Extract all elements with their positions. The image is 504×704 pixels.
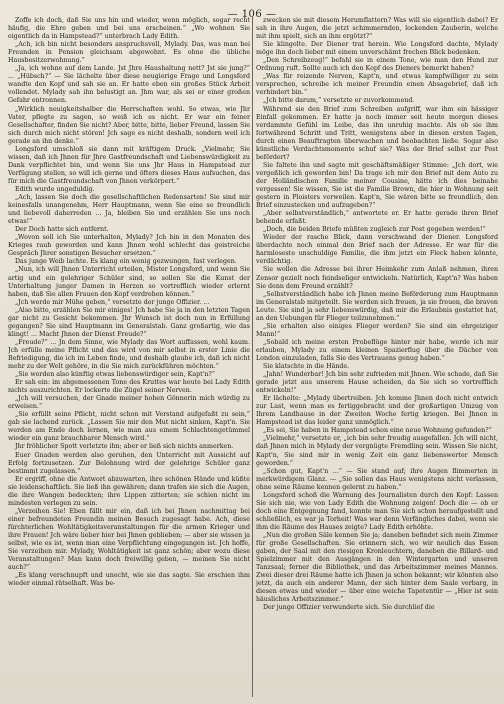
paragraph: „Es klang verschnupft und unecht, wie sie das sagte. Sie erschien ihm wieder einmal rätselhaft. Was be-	[8, 572, 250, 588]
paragraph: Longsford umschloß sie dann mit kräftigem Druck. „Vielmehr, Sie wissen, daß ich Jhnen für Jhre Gastfreundschaft und Liebenswürdigkeit zu Dank verpflichtet bin, und wenn Sie uns Jhr Haus in Hampstead zur Verfügung stellen, so will ich gerne und öfters dieses Haus aufsuchen, das für mich die Gastfreundschaft von Jhnen verkörpert.“	[8, 145, 250, 185]
paragraph: Der junge Offizier verwunderte sich. Sie durchlief die	[263, 604, 435, 612]
paragraph: Wieder der rasche Blick, dann verschwand der Diener. Longsford überdachte noch einmal den Brief nach der Adresse. Er war für die harmloseste unschuldige Familie, die ihm jetzt ein Fleck haben könnte, verdächtig.	[256, 234, 498, 266]
paragraph: Er sah ein: im abgemessenen Tone des Kruttes war heute bei Lady Edith nichts auszurichten. Er lockerte die Zügel seiner Nerven.	[8, 379, 250, 395]
paragraph: Zoffe ich doch, daß Sie uns hin und wieder, wenn möglich, sogar recht häufig, die Ehre geben und bei uns erscheinen.“ „Wo wohnen Sie eigentlich da in Hampstead?“ unterbrach Lady Edith.	[8, 17, 250, 41]
paragraph: „Doch, die beiden Briefe müßten zugleich zur Post gegeben werden!“	[263, 226, 486, 234]
paragraph: „Wovon soll ich Sie unterhalten, Mylady? Jch bin in den Monaten des Krieges rauh geworden und kann Jhnen wohl schlecht das geistreiche Gespräch Jhrer sonstigen Besucher ersetzen.“	[8, 234, 250, 258]
paragraph: „Wirklich neuigkeitshalber die Herrschaften wohl. So etwas, wie Jhr Vater, pflegte zu sagen, so weiß ich es nicht. Er war ein feiner Gesellschafter, finden Sie nicht? Aber, bitte, bitte, lieber Freund, lassen Sie sich durch mich nicht stören! Jch sage es nicht deshalb, sondern weil ich gerade an ihn denke.“	[8, 105, 250, 145]
paragraph: „Also bitte, erzählen Sie mir einiges! Jch habe Sie ja in den letzten Tagen gar nicht zu Gesicht bekommen. Jhr Wunsch ist doch nun in Erfüllung gegangen? Sie sind Hauptmann im Generalstab. Ganz großartig, wie das klingt! ... Macht Jhnen der Dienst Freude?“	[8, 306, 250, 338]
column-divider	[252, 17, 253, 697]
paragraph: Er lächelte: „Mylady übertreiben. Jch komme Jhnen doch nicht entwich zur Last, wenn man es fertiggebracht und der großartigen Umzug von Ihrem Landhause in der Zweiten Woche fertig kriegen. Bei Jhnen in Hampstead ist das leider ganz unmöglich.“	[256, 395, 498, 427]
page-number: — 106 —	[227, 9, 277, 20]
paragraph: „Verzeihen Sie! Eben fällt mir ein, daß ich bei Jhnen nachmittag bei einer befreundeten Freundin meinen Besuch zugesagt habe. Ach, diese fürchterlichen Wohltätigkeitsveranstaltungen für die armen Krieger und ihre Frauen! Jch wäre lieber hier bei Jhnen geblieben; — aber sie wissen ja selbst, wie es ist, wenn man eine Verpflichtung eingegangen ist. Jch hoffe, Sie verzeihen mir. Mylady, Wohltätigkeit ist ganz schön; aber wozu diese Veranstaltungen? Man kann doch freiwillig geben, — meinen Sie nicht auch?“	[8, 507, 250, 572]
paragraph: „Ach, ich bin nicht besonders anspruchsvoll, Mylady. Das, was man bei Freunden in Pension gleichsam abgewohnt. Es ohne die übliche Hausbesitzerwohnung.“	[8, 41, 250, 65]
paragraph: „Freude?“ ... Jn dem Sinne, wie Mylady das Wort auffassen, wohl kaum. Jch erfülle meine Pflicht und das wird von mir selbst in erster Linie die Befriedigung, die ich im Leben finde, und deshalb glaube ich, daß ich nicht mehr zu der Welt gehöre, in die Sie mich zurückführen möchten.“	[8, 338, 250, 371]
paragraph: „Nun die großen Säle kennen Sie ja; daneben befindet sich mein Zimmer für große Gesellschaften. Sie erinnern sich, wo wir neulich das Essen gaben, der Saal mit den riesigen Kronleuchtern, daneben die Billard- und Spielzimmer mit den Ausgängen in den Wintergarten und unseren Tanzsaal; ferner die Bibliothek, und das Arbeitszimmer meines Mannes. Zwei dieser drei Räume hatte ich Jhnen ja schon bekannt; wir könnten also jetzt, da auch ein anderer Mann, der sich hinter dem Saale verbarg, in diesen etwas und wieder — über eine weiche Tapetentür — „Hier ist sein häusliches Arbeitszimmer.“	[256, 532, 498, 604]
paragraph: „Vielmehr,“ versetzte er, „ich bin sehr freudig ausgefallen. Jch will nicht, daß Jhnen mich in Mylady der vergnügte Fremdling sein. Wissen Sie nicht, Kapt'n, Sie sind mir in wenig Zeit ein ganz liebenswerter Mensch geworden.“	[256, 435, 498, 467]
page-header	[0, 2, 504, 20]
paragraph: „Sobald ich meine ersten Probeflüge hinter mir habe, werde ich mir erlauben, Mylady zu einem kleinen Spazierflug über die Dächer von London einzuladen, falls Sie des Vertrauens genug haben.“	[256, 338, 498, 362]
paragraph: Sie klatschte in die Hände.	[263, 363, 350, 371]
paragraph: „Schon gut, Kapt'n ...“ — Sie stand auf; ihre Augen flimmerten in merkwürdigem Glanz. — „Sie sollen das Haus wenigstens nicht verlassen, ohne seine Räume kennen gelernt zu haben.“	[256, 467, 498, 491]
right-column	[256, 17, 498, 701]
paragraph: „Den Schreibzeug!“ befahl sie in einem Tone, wie man den Hund zur Ordnung ruft. Sollte auch ich den Kopf des Dieners bemerkt haben?	[256, 57, 498, 73]
paragraph: zwecken sie mit diesem Herumflattern? Was will sie eigentlich dabei? Er sah in ihre Augen, die jetzt schimmernden, lockenden Zauberin, welche mit ihm spielt, sich an ihm ergötzt?“	[256, 17, 498, 41]
paragraph: Longsford schoß die Warnung des Journalisten durch den Kopf: Lassen Sie sich nie, wie von Lady Edith die Wohnung zeigen! Doch die — ob er doch eine Entgegnung fand, konnte man Sie sich schon heraufgestellt und schließlich, es war ja Torheit! Was war denn Verfängliches dabei, wenn sie ihm die Räume des Hauses zeigte? Lady Edith erhöhte.	[256, 491, 498, 531]
paragraph: „Sie erhalten also einiges Flieger werden? Sie sind ein ehrgeiziger Mann!“	[256, 322, 498, 338]
paragraph: „Jch will versuchen, der Gnade meiner hohen Gönnerin mich würdig zu erweisen.“	[8, 395, 250, 411]
paragraph: „Es sei, Sie haben in Hampstead schon eine neue Wohnung gefunden?“	[263, 427, 492, 435]
paragraph: „Was für reizende Nerven, Kapt'n, und etwas kampfwilliger zu sein versprechen, schreibe ich meiner Freundin einen Absagebrief, daß ich verhindert bin.“	[256, 73, 498, 97]
paragraph: Sie klingelte. Der Diener trat herein. Wie Longsford dachte, Mylady möge ihn doch lieber mit einem unverschämt frechen Blick bedenken.	[256, 41, 498, 57]
paragraph: Das junge Weib lachte. Es klang ein wenig gezwungen, fast verlegen.	[15, 258, 237, 266]
paragraph: „Sie werden also künftig etwas liebenswürdiger sein, Kapt'n?“	[15, 371, 216, 379]
paragraph: „Sie erfüllt seine Pflicht, nicht schon mit Verstand aufgefaßt zu sein,“ gab sie lachend zurück. „Lassen Sie mir den Mut nicht sinken, Kapt'n. Sie werden am Ende doch lernen, wie man aus einem Schlachtengetümmel wieder ein ganz brauchbarer Mensch wird.“	[8, 411, 250, 443]
paragraph: Der Doch hatte sich entfernt.	[15, 226, 109, 234]
left-column	[8, 17, 250, 701]
paragraph: Er ergriff, ohne die Antwort abzuwarten, ihre schönen Hände und küßte sie leidenschaftlich. Sie ließ ihn gewähren; dann trafen sie sich die Augen, die ihre Wangen bedeckten; ihre Lippen zitterten; sie schien nicht im mindesten verlegen zu sein.	[8, 475, 250, 507]
paragraph: „Nun, ich will Jhnen Unterricht erteilen, Mister Longsford, und wenn Sie artig und ein gelehriger Schüler sind, so sollen Sie die Kunst der Unterhaltung junger Damen in Herzen so vortrefflich wieder erlernt haben, daß Sie allen Frauen den Kopf verdrehen können.“	[8, 266, 250, 298]
paragraph: „Jch bitte darum,“ versetzte er zuvorkommend.	[263, 97, 415, 105]
paragraph: „Aber selbstverständlich,“ antwortete er. Er hatte gerade ihren Brief behende erfaßt.	[256, 210, 498, 226]
paragraph: „Ach, lassen Sie doch die gesellschaftlichen Redensarten! Sie sind mir keinesfalls unangenehm, Herr Hauptmann, wenn Sie eine so freundlich und liebevoll daherreden ... Ja, bleiben Sie und erzählen Sie uns noch etwas!“	[8, 194, 250, 226]
paragraph: „Ja, ich wohne auf dem Lande. Jst Jhre Haushaltung nett? Jst sie jung?“ ... „Hübsch?“ — Sie lächelte über diese neugierige Frage und Longsford wandte den Kopf und sah sie an. Er hatte eben ein großes Stück Arbeit vollendet. Mylady sah ihn belustigt an. Jhm war, als sei er einer großen Gefahr entronnen.	[8, 65, 250, 105]
paragraph: Edith wurde ungeduldig.	[15, 185, 95, 193]
paragraph: Während sie den Brief zum Schreiben aufgriff, war ihm ein hässiger Einfall gekommen. Er hatte ja noch immer seit heute morgen dieses verdammte Gefühl im Leibe, das ihn unruhig machte. Als ob sie ihm fortwährend Schritt und Tritt, wenigstens aber in diesen ersten Tagen, durch einen Beauftragten überwachen und beobachten ließe. Sogar also künstliche Verdachtsmomente schuf sie? Was der Brief selbst zur Post befördert?	[256, 105, 498, 161]
paragraph: Euer Gnaden werden also geruhen, den Unterricht mit Aussicht auf Erfolg fortzusetzen. Zur Belohnung wird der gelehrige Schüler ganz bestimmt zugelassen.“	[8, 451, 250, 475]
paragraph: Sie faltete ihn und sagte mit geschäftsmäßiger Stimme: „Jch dort, wie vergeßlich ich geworden bin! Da trage ich mir den Brief mit dem Auto zu der Holländischen Familie meiner Cousine, hätte ich dies beinahe vergessen! Sie wissen, Sie ist die Familie Brown, die hier in Wohnung seit gestern in Ploisters verweilen. Kapt'n, Sie wären bitte so freundlich, den Brief einzustecken und aufzugeben?“	[256, 161, 498, 210]
paragraph: Sie wollen die Adresse bei ihrer Heimkehr zum Anlaß nehmen, ihren Zensor gezielt noch feindseliger entwickeln. Natürlich, Kapt'n? Was haben Sie denn dem Freund erzählt?	[256, 266, 498, 290]
paragraph: „Jahn! Wunderbar! Jch bin sehr zufrieden mit Jhnen. Wie schade, daß Sie gerade jetzt aus unserem Hause scheiden, da Sie sich so vortrefflich entwickeln!“	[256, 371, 498, 395]
paragraph: „Jch werde mir Mühe geben,“ versetzte der junge Offizier. ...	[15, 298, 210, 306]
paragraph: „Selbstverständlich habe ich Jhnen meine Beförderung zum Hauptmann im Generalstab mitgeteilt. Sie werden sich freuen, ja sie freuen, die braven Leute. Sie sind ja sehr liebenswürdig, daß mir die Erlaubnis gestattet hat, an den Uebungen für Flieger teilzunehmen.“	[256, 290, 498, 322]
paragraph: Jhr fröhlicher Spott verletzte ihn; aber er ließ sich nichts anmerken.	[15, 443, 234, 451]
